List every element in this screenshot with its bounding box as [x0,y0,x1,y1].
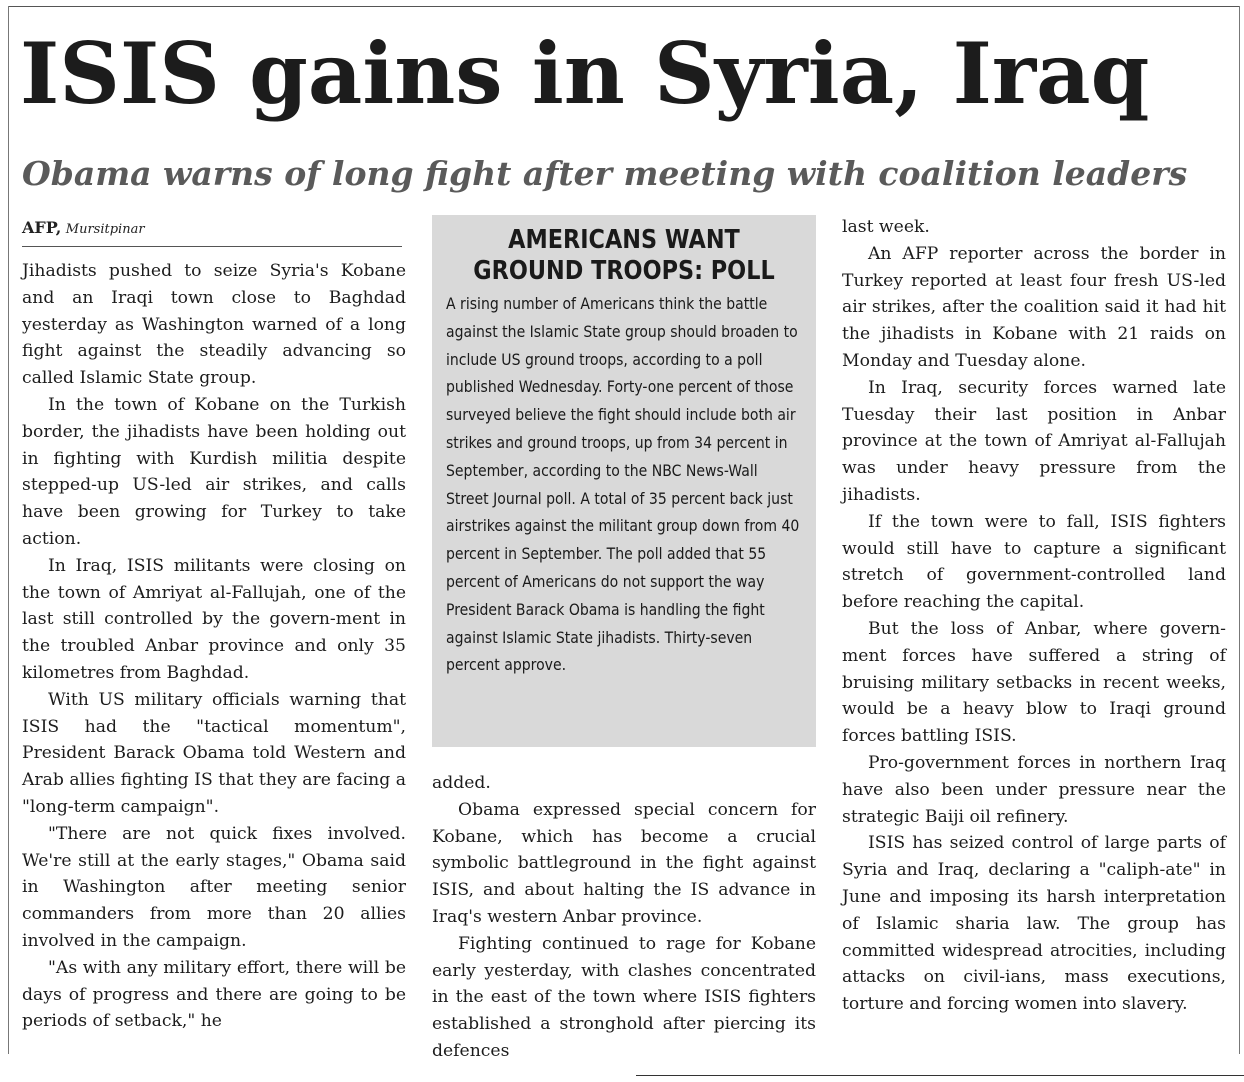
article-column-3 [842,214,1226,1018]
paragraph: In Iraq, security forces warned late Tuesday their last position in Anbar province at the town of Amriyat al-Fallujah was under heavy pressure from the jihadists. [842,377,1226,505]
paragraph: last week. [842,217,930,237]
byline-place: Mursitpinar [65,222,145,237]
paragraph: "As with any military effort, there will be days of progress and there are going to be periods of setback," he [22,957,406,1032]
article-column-1 [22,258,406,1035]
paragraph: But the loss of Anbar, where govern-ment forces have suffered a string of bruising military setbacks in recent weeks, would be a heavy blow to Iraqi ground forces battling ISIS. [842,618,1226,747]
subheadline: Obama warns of long fight after meeting with coalition leaders [22,154,1188,193]
poll-sidebar-box [432,215,816,747]
paragraph: An AFP reporter across the border in Turkey reported at least four fresh US-led air strikes, after the coalition said it had hit the jihadists in Kobane with 21 raids on Monday and Tuesday alone. [842,243,1226,371]
paragraph: Pro-government forces in northern Iraq have also been under pressure near the strategic Baiji oil refinery. [842,752,1226,827]
paragraph: added. [432,773,491,793]
paragraph: Jihadists pushed to seize Syria's Kobane and an Iraqi town close to Baghdad yesterday as Washington warned of a long fight against the steadily advancing so called Islamic State group. [22,261,406,389]
sidebar-title [471,225,777,287]
byline-divider [22,246,402,247]
sidebar-body: A rising number of Americans think the battle against the Islamic State group should broaden to include US ground troops, according to a poll published Wednesday. Forty-one percent of those surveyed believe the fight should include both air strikes and ground troops, up from 34 percent in September, according to the NBC News-Wall Street Journal poll. A total of 35 percent back just airstrikes against the militant group down from 40 percent in September. The poll added that 55 percent of Americans do not support the way President Barack Obama is handling the fight against Islamic State jihadists. Thirty-seven percent approve. [446,295,800,675]
paragraph: "There are not quick fixes involved. We're still at the early stages," Obama said in Washington after meeting senior commanders from more than 20 allies involved in the campaign. [22,823,406,951]
paragraph: With US military officials warning that ISIS had the "tactical momentum", President Barack Obama told Western and Arab allies fighting IS that they are facing a "long-term campaign". [22,689,406,817]
article-column-2 [432,770,816,1065]
byline-agency: AFP, [22,218,62,237]
sidebar-title-line-2: GROUND TROOPS: POLL [473,256,775,286]
sidebar-title-line-1: AMERICANS WANT [508,225,740,255]
byline [22,216,402,242]
headline: ISIS gains in Syria, Iraq [20,24,1150,123]
paragraph: Fighting continued to rage for Kobane early yesterday, with clashes concentrated in the east of the town where ISIS fighters established a stronghold after piercing its defences [432,933,816,1061]
top-border-rule [8,6,1240,7]
left-border-rule [8,6,9,1054]
right-border-rule [1239,6,1240,1054]
paragraph: Obama expressed special concern for Kobane, which has become a crucial symbolic battleground in the fight against ISIS, and about halting the IS advance in Iraq's western Anbar province. [432,799,816,927]
paragraph: In the town of Kobane on the Turkish border, the jihadists have been holding out in fighting with Kurdish militia despite stepped-up US-led air strikes, and calls have been growing for Turkey to take action. [22,394,406,549]
paragraph: If the town were to fall, ISIS fighters would still have to capture a significant stretch of government-controlled land before reaching the capital. [842,511,1226,613]
paragraph: In Iraq, ISIS militants were closing on the town of Amriyat al-Fallujah, one of the last still controlled by the govern-ment in the troubled Anbar province and only 35 kilometres from Baghdad. [22,555,406,683]
paragraph: ISIS has seized control of large parts of Syria and Iraq, declaring a "caliph-ate" in June and imposing its harsh interpretation of Islamic sharia law. The group has committed widespread atrocities, including attacks on civil-ians, mass executions, torture and forcing women into slavery. [842,833,1226,1015]
bottom-border-rule [636,1075,1244,1076]
